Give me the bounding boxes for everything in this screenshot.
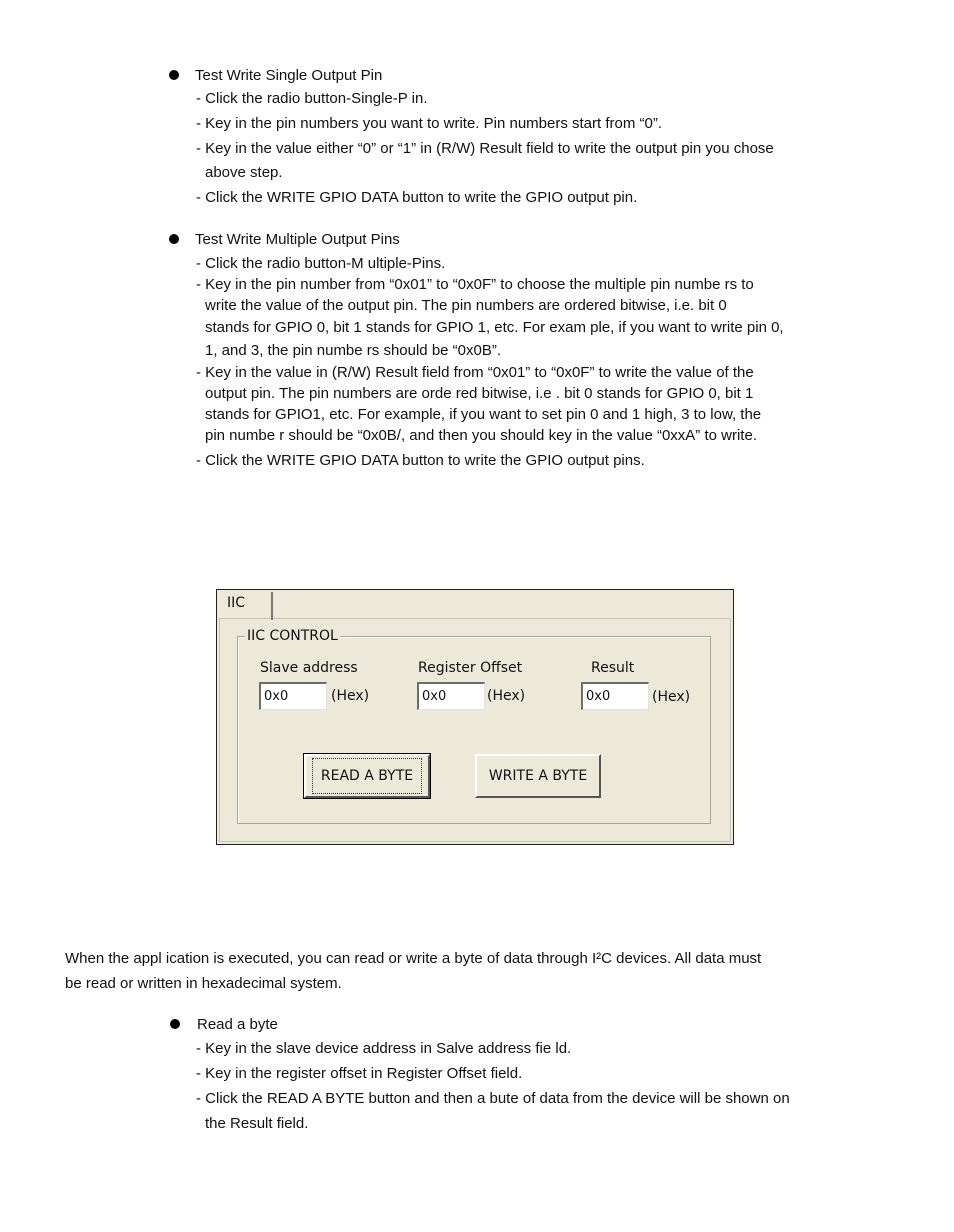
step-line: pin numbe r should be “0x0B/, and then you should key in the value “0xxA” to write.	[205, 427, 757, 444]
bullet-icon	[169, 234, 179, 244]
step-line: - Key in the value either “0” or “1” in (R/W) Result field to write the output pin you chose	[196, 140, 774, 157]
step-line: write the value of the output pin. The pin numbers are ordered bitwise, i.e. bit 0	[205, 297, 727, 314]
step-line: - Click the radio button-Single-P in.	[196, 90, 428, 107]
step-line: - Key in the pin numbers you want to write. Pin numbers start from “0”.	[196, 115, 663, 132]
group-title: IIC CONTROL	[247, 628, 338, 644]
read-a-byte-label: READ A BYTE	[312, 758, 422, 794]
tab-iic[interactable]: IIC	[221, 592, 273, 620]
bullet-icon	[170, 1019, 180, 1029]
write-a-byte-label: WRITE A BYTE	[488, 768, 588, 784]
result-label: Result	[591, 660, 635, 676]
step-line: - Click the WRITE GPIO DATA button to write the GPIO output pins.	[196, 452, 645, 469]
step-line: - Key in the pin number from “0x01” to “0x0F” to choose the multiple pin numbe rs to	[196, 276, 754, 293]
write-a-byte-button[interactable]	[475, 754, 601, 798]
step-line: 1, and 3, the pin numbe rs should be “0x0B”.	[205, 342, 502, 359]
hex-unit-label: (Hex)	[652, 689, 691, 705]
section-title-write-multiple: Test Write Multiple Output Pins	[195, 231, 400, 248]
register-offset-input[interactable]	[417, 682, 485, 710]
step-line: stands for GPIO 0, bit 1 stands for GPIO 1, etc. For exam ple, if you want to write pin 0,	[205, 319, 784, 336]
hex-unit-label: (Hex)	[331, 688, 370, 704]
hex-unit-label: (Hex)	[487, 688, 526, 704]
paragraph-line: When the appl ication is executed, you can read or write a byte of data through I²C devices. All data must	[65, 950, 762, 967]
bullet-icon	[169, 70, 179, 80]
section-title-write-single: Test Write Single Output Pin	[195, 67, 383, 84]
register-offset-label: Register Offset	[418, 660, 523, 676]
step-line: - Click the READ A BYTE button and then a bute of data from the device will be shown on	[196, 1090, 790, 1107]
slave-address-label: Slave address	[260, 660, 358, 676]
slave-address-input[interactable]	[259, 682, 327, 710]
step-line: output pin. The pin numbers are orde red bitwise, i.e . bit 0 stands for GPIO 0, bit 1	[205, 385, 754, 402]
step-line: - Key in the value in (R/W) Result field from “0x01” to “0x0F” to write the value of the	[196, 364, 754, 381]
step-line: the Result field.	[205, 1115, 309, 1132]
section-title-read-byte: Read a byte	[197, 1016, 278, 1033]
step-line: above step.	[205, 164, 283, 181]
iic-dialog	[216, 589, 734, 845]
read-a-byte-button[interactable]	[304, 754, 430, 798]
step-line: stands for GPIO1, etc. For example, if you want to set pin 0 and 1 high, 3 to low, the	[205, 406, 762, 423]
result-input[interactable]	[581, 682, 649, 710]
paragraph-line: be read or written in hexadecimal system.	[65, 975, 342, 992]
step-line: - Key in the register offset in Register Offset field.	[196, 1065, 523, 1082]
step-line: - Click the radio button-M ultiple-Pins.	[196, 255, 446, 272]
step-line: - Key in the slave device address in Salve address fie ld.	[196, 1040, 572, 1057]
step-line: - Click the WRITE GPIO DATA button to write the GPIO output pin.	[196, 189, 638, 206]
